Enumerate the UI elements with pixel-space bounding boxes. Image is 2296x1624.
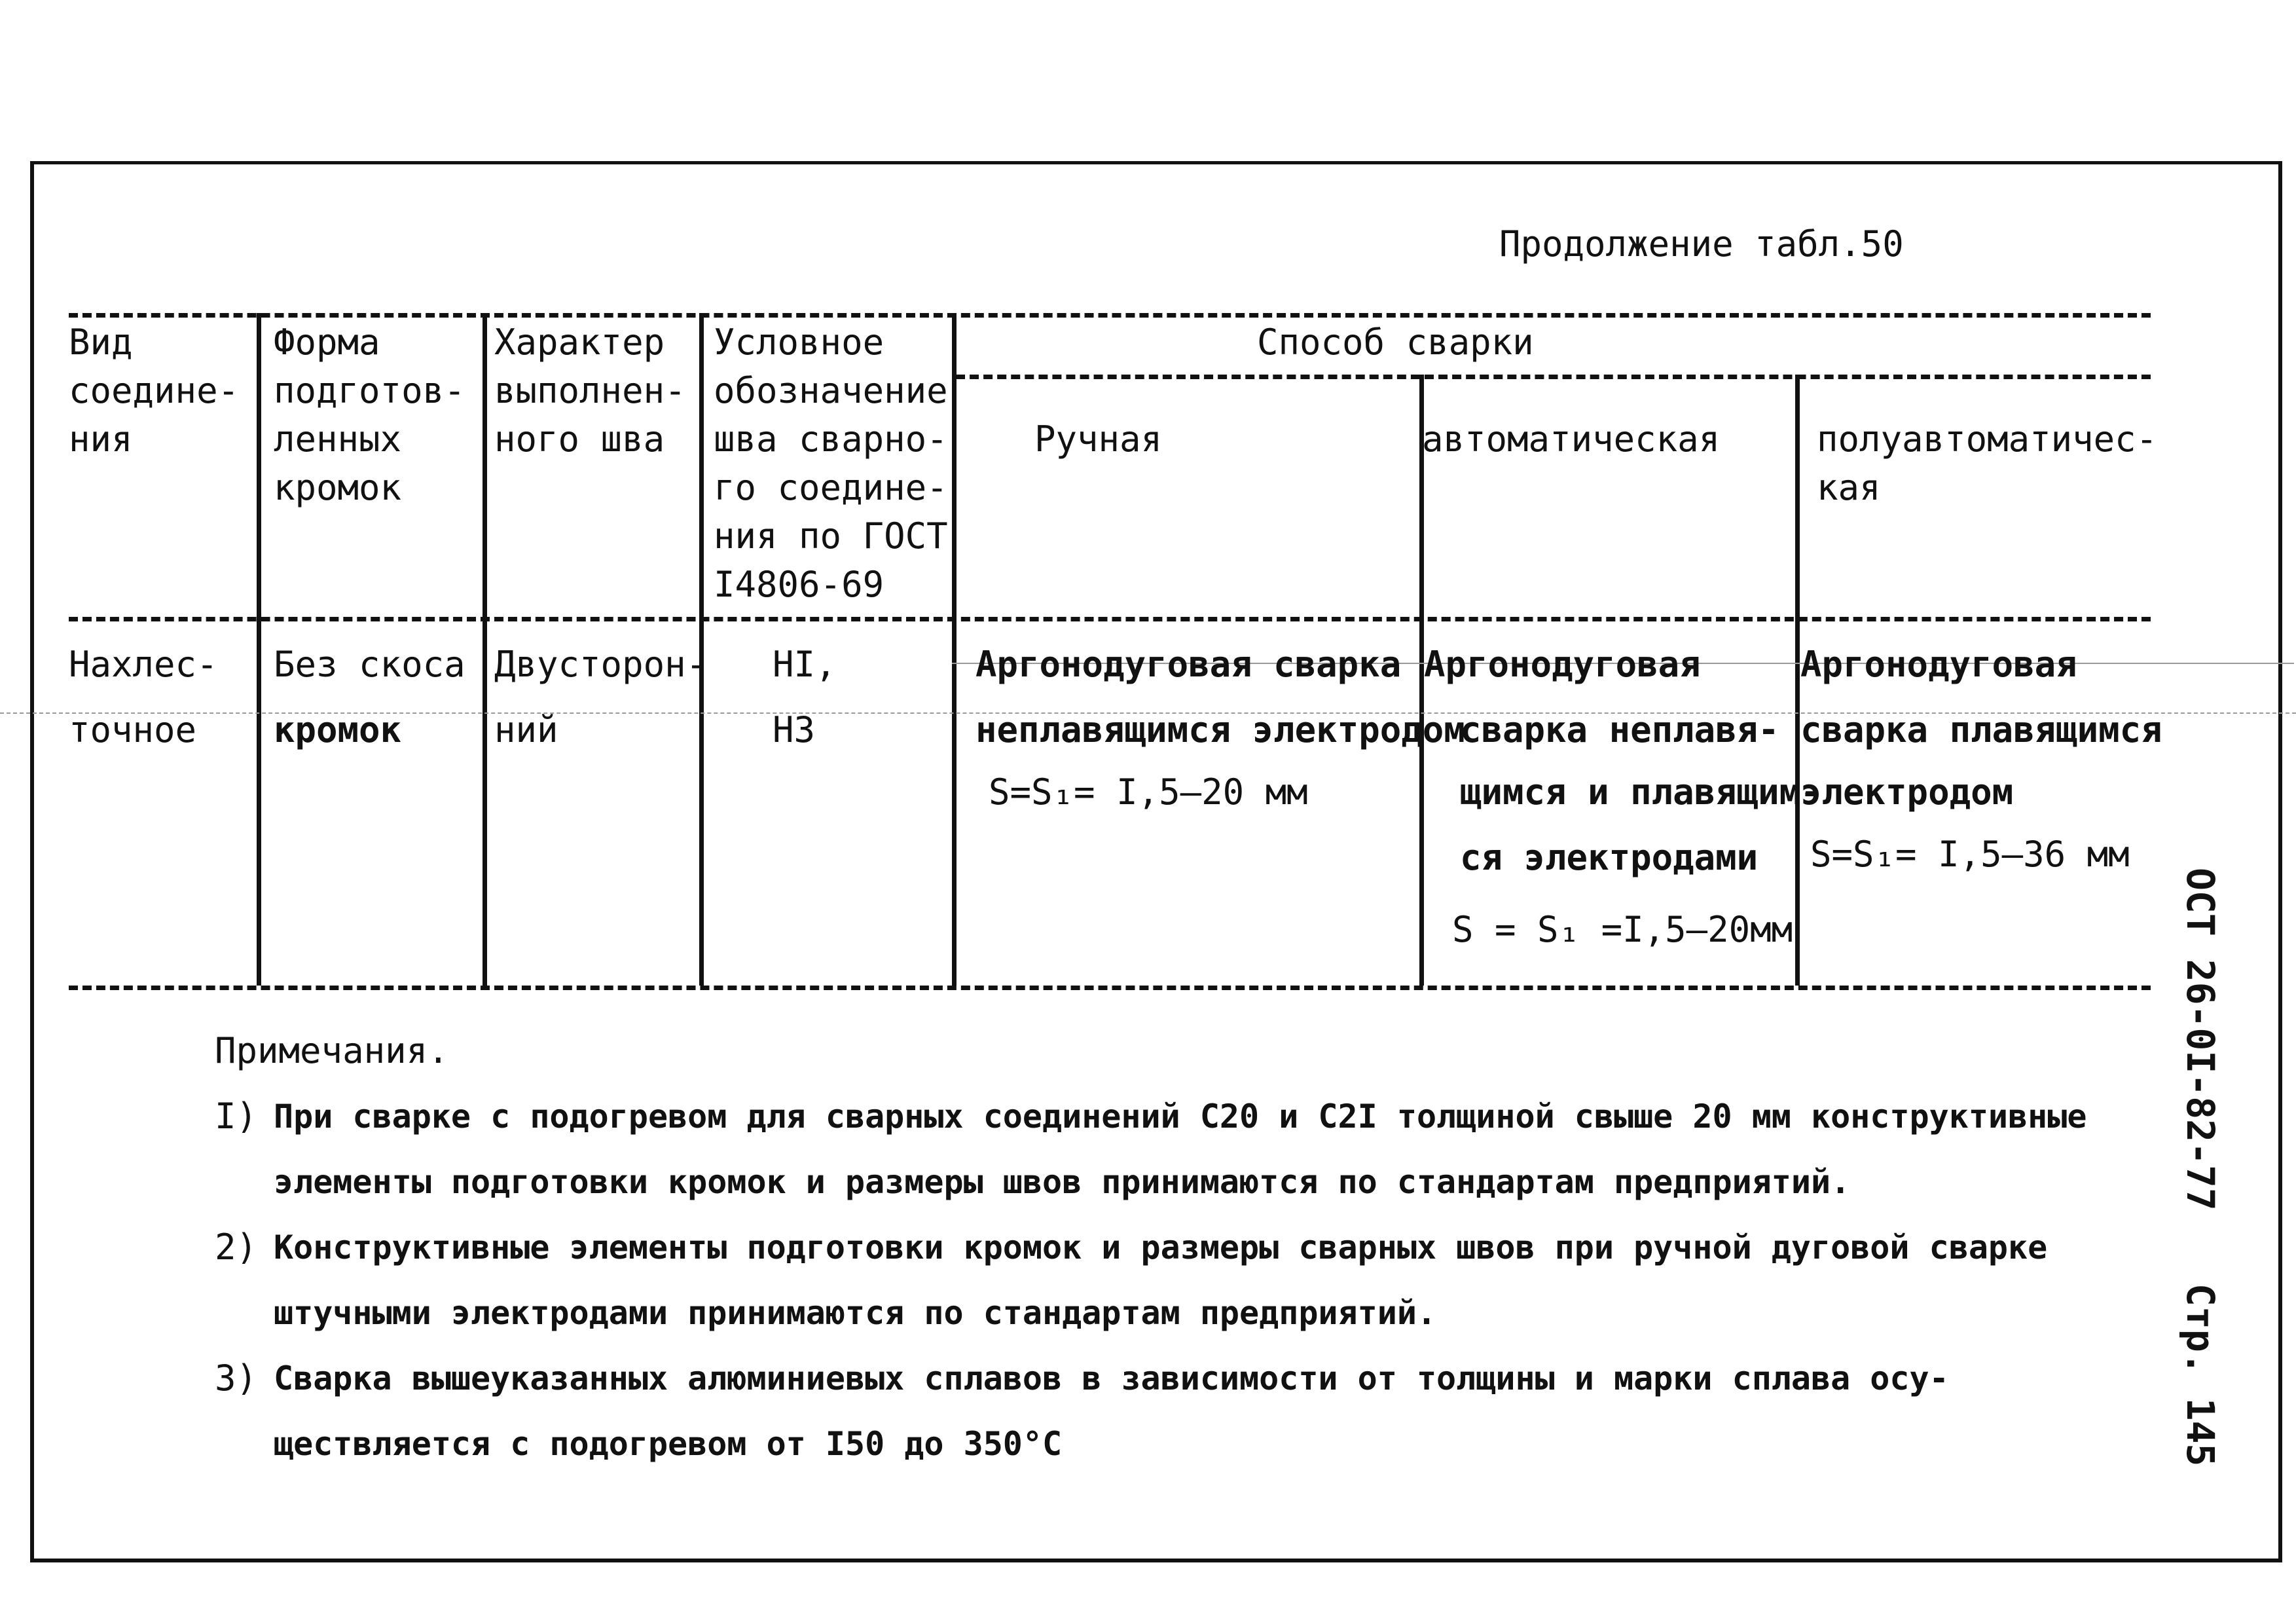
row-col2-line: Без скоса [274,644,465,685]
note-2-line: Конструктивные элементы подготовки кромок и размеры сварных швов при ручной дуговой сварке [274,1228,2048,1266]
header-col2-line: ленных [274,418,402,460]
header-col4-line: I4806-69 [714,564,884,605]
col-divider-5 [1419,375,1424,986]
col-divider-2 [483,313,487,986]
row-semi-line: сварка плавящимся [1800,709,2162,750]
note-2-line: штучными электродами принимаются по стандартам предприятий. [274,1294,1437,1332]
note-3-line: Сварка вышеуказанных алюминиевых сплавов в зависимости от толщины и марки сплава осу- [274,1359,1949,1397]
document-code: ОСТ 26-0I-82-77 [2178,868,2223,1211]
table-top-line [69,313,2151,318]
header-col2-line: Форма [274,322,380,363]
note-1-line: При сварке с подогревом для сварных соединений С20 и С2I толщиной свыше 20 мм конструктивные [274,1098,2087,1135]
header-col4-line: шва сварно- [714,418,948,460]
row-col4-line: H3 [773,709,816,750]
row-col1-line: точное [69,709,197,750]
note-1-line: элементы подготовки кромок и размеры швов принимаются по стандартам предприятий. [274,1163,1851,1201]
header-col2-line: подготов- [274,370,465,411]
note-1-number: I) [215,1096,258,1137]
header-col3-line: ного шва [494,418,665,460]
header-col1-line: ния [69,418,133,460]
table-bottom-line [69,986,2151,990]
note-2-number: 2) [215,1227,258,1268]
header-col4-line: го соедине- [714,467,948,508]
page-number: Стр. 145 [2178,1283,2223,1467]
header-col4-line: Условное [714,322,884,363]
subheader-automatic: автоматическая [1422,418,1721,460]
row-col3-line: ний [494,709,558,750]
notes-title: Примечания. [215,1030,449,1071]
row-manual-thickness: S=S₁= I,5–20 мм [989,771,1308,813]
row-auto-thickness: S = S₁ =I,5–20мм [1452,909,1793,950]
row-auto-line: сварка неплавя- [1460,709,1779,750]
row-auto-line: ся электродами [1460,837,1758,878]
header-col4-line: ния по ГОСТ [714,515,948,557]
header-col2-line: кромок [274,467,402,508]
header-col3-line: Характер [494,322,665,363]
row-col4-line: HI, [773,644,837,685]
col-divider-6 [1795,375,1800,986]
row-semi-thickness: S=S₁= I,5–36 мм [1810,834,2130,875]
subheader-semiauto-line: полуавтоматичес- [1817,418,2158,460]
col-divider-1 [257,313,261,986]
row-manual-line: неплавящимся электродом [975,709,1465,750]
table-caption: Продолжение табл.50 [1499,223,1904,265]
row-col2-line: кромок [274,709,402,750]
header-col1-line: Вид [69,322,133,363]
row-semi-line: электродом [1800,771,2014,813]
header-col4-line: обозначение [714,370,948,411]
row-auto-line: щимся и плавящим- [1460,771,1822,813]
group-header-welding-method: Способ сварки [1257,322,1534,363]
note-3-number: 3) [215,1357,258,1399]
row-semi-line: Аргонодуговая [1800,644,2077,685]
header-col1-line: соедине- [69,370,240,411]
note-3-line: ществляется с подогревом от I50 до 350°С [274,1425,1063,1463]
row-col3-line: Двусторон- [494,644,708,685]
row-auto-line: Аргонодуговая [1424,644,1701,685]
header-bottom-line [69,617,2151,621]
row-col1-line: Нахлес- [69,644,218,685]
subheader-manual: Ручная [1034,418,1163,460]
subheader-semiauto-line: кая [1817,467,1881,508]
group-header-line [956,375,2151,379]
header-col3-line: выполнен- [494,370,686,411]
col-divider-4 [952,313,957,986]
row-manual-line: Аргонодуговая сварка [975,644,1402,685]
